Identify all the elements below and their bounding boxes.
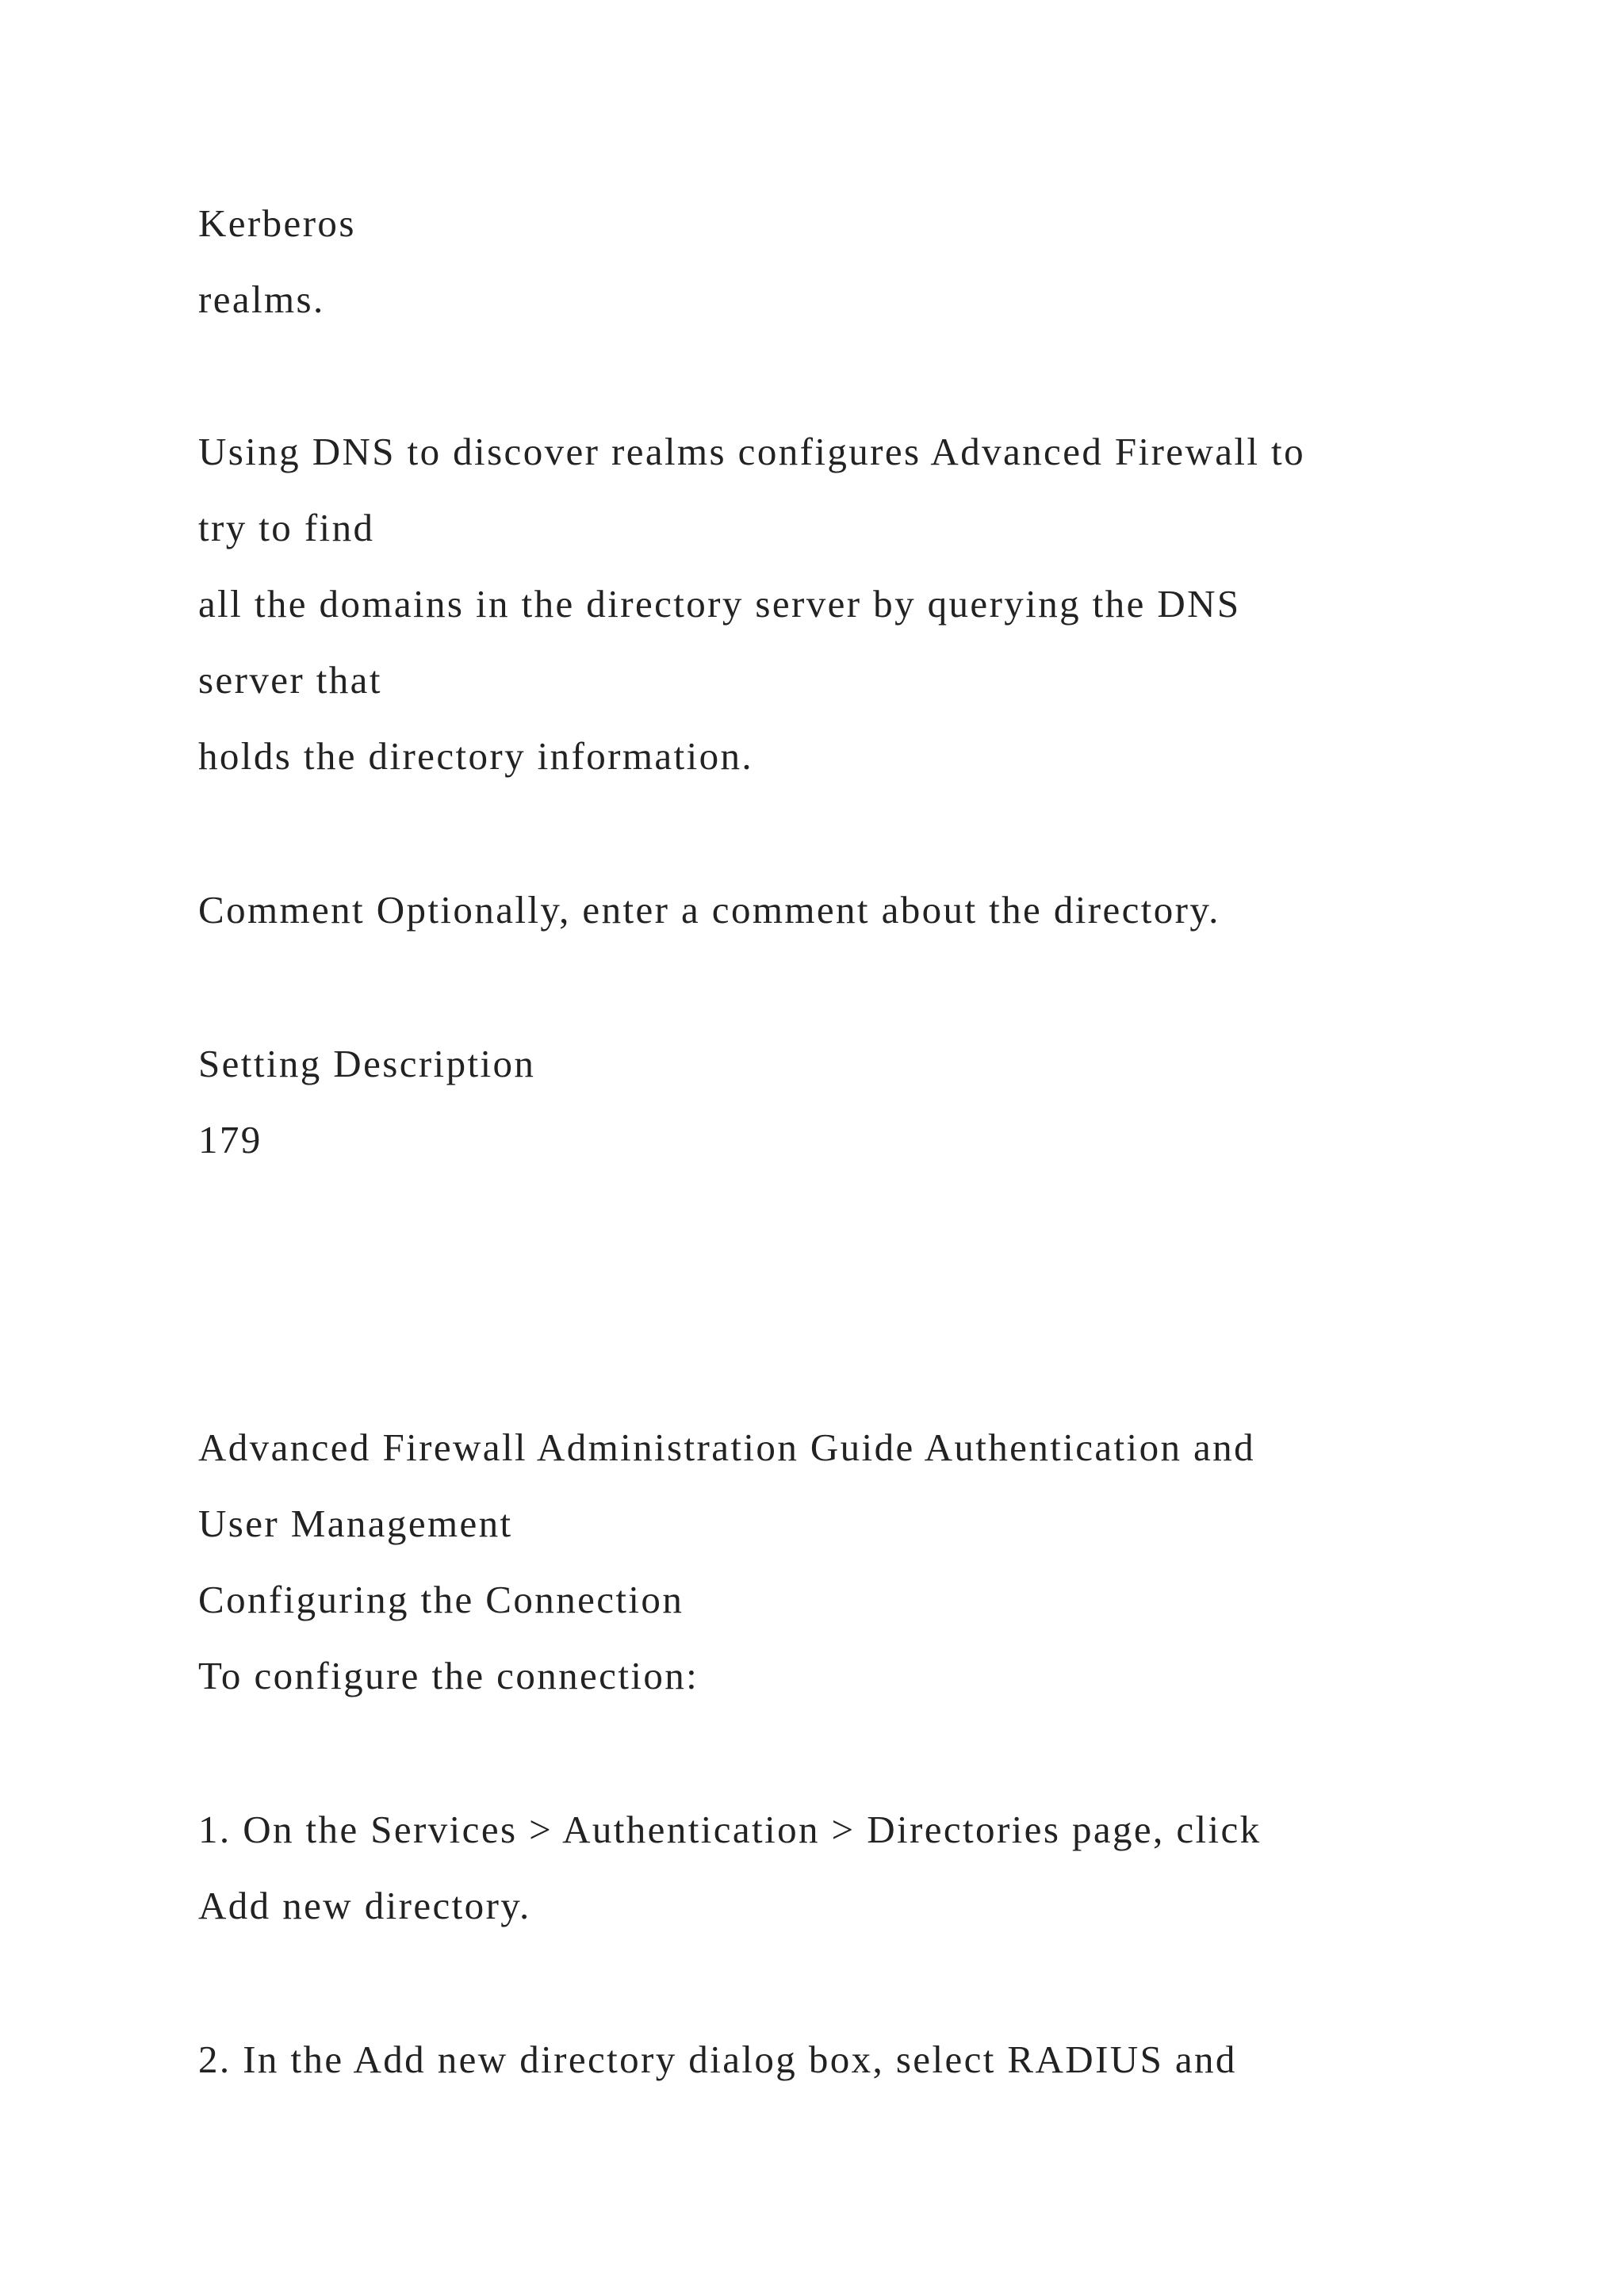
text-line: Kerberos: [198, 201, 356, 245]
section-header: Advanced Firewall Administration Guide Authentication and: [198, 1425, 1255, 1469]
text-line: server that: [198, 658, 382, 702]
text-line: all the domains in the directory server by querying the DNS: [198, 582, 1241, 626]
text-line: Setting Description: [198, 1042, 536, 1085]
page-number: 179: [198, 1118, 262, 1161]
section-header: User Management: [198, 1502, 513, 1545]
step-line: 2. In the Add new directory dialog box, select RADIUS and: [198, 2038, 1237, 2081]
text-line: holds the directory information.: [198, 734, 754, 778]
section-heading: Configuring the Connection: [198, 1578, 684, 1621]
text-line: try to find: [198, 506, 375, 549]
text-line: To configure the connection:: [198, 1654, 699, 1697]
text-line: Using DNS to discover realms configures Advanced Firewall to: [198, 430, 1305, 473]
text-line: realms.: [198, 277, 325, 321]
step-line: Add new directory.: [198, 1884, 531, 1927]
step-line: 1. On the Services > Authentication > Directories page, click: [198, 1808, 1262, 1851]
text-line: Comment Optionally, enter a comment about the directory.: [198, 888, 1220, 932]
